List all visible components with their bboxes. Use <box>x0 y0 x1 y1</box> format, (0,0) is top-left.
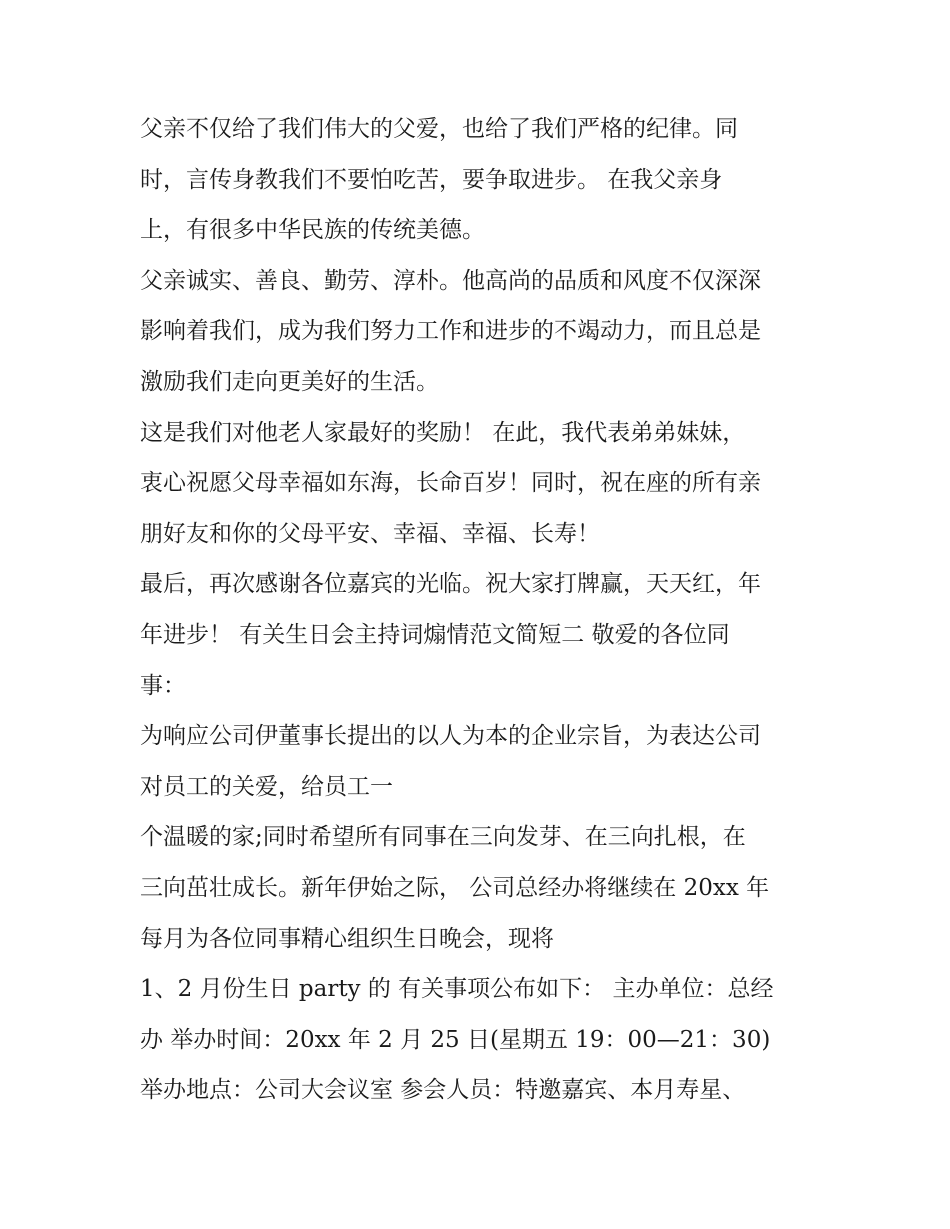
text-line: 为响应公司伊董事长提出的以人为本的企业宗旨，为表达公司 <box>140 723 761 750</box>
text-line: 衷心祝愿父母幸福如东海，长命百岁！同时，祝在座的所有亲 <box>140 470 761 497</box>
text-line: 激励我们走向更美好的生活。 <box>140 368 439 395</box>
text-line: 父亲诚实、善良、勤劳、淳朴。他高尚的品质和风度不仅深深 <box>140 267 761 294</box>
text-line: 最后，再次感谢各位嘉宾的光临。祝大家打牌赢，天天红，年 <box>140 571 761 598</box>
text-line: 对员工的关爱，给员工一 <box>140 773 393 800</box>
text-line: 上，有很多中华民族的传统美德。 <box>140 217 485 244</box>
text-line: 父亲不仅给了我们伟大的父爱，也给了我们严格的纪律。同 <box>140 116 738 142</box>
text-line: 时，言传身教我们不要怕吃苦，要争取进步。 在我父亲身 <box>140 166 723 193</box>
text-line: 事： <box>140 672 186 699</box>
text-line: 个温暖的家;同时希望所有同事在三向发芽、在三向扎根，在 <box>140 824 746 851</box>
document-body <box>140 104 820 1116</box>
text-line: 1、2 月份生日 party 的 有关事项公布如下： 主办单位：总经 <box>140 976 774 1003</box>
text-line: 三向茁壮成长。新年伊始之际， 公司总经办将继续在 20xx 年 <box>140 874 770 901</box>
text-line: 这是我们对他老人家最好的奖励！ 在此，我代表弟弟妹妹， <box>140 419 746 446</box>
text-line: 影响着我们，成为我们努力工作和进步的不竭动力，而且总是 <box>140 318 761 345</box>
text-line: 举办地点：公司大会议室 参会人员：特邀嘉宾、本月寿星、 <box>140 1077 746 1104</box>
text-line: 朋好友和你的父母平安、幸福、幸福、长寿！ <box>140 520 600 547</box>
text-line: 办 举办时间：20xx 年 2 月 25 日(星期五 19：00—21：30) <box>140 1026 771 1053</box>
text-line: 每月为各位同事精心组织生日晚会，现将 <box>140 925 554 952</box>
text-line: 年进步！ 有关生日会主持词煽情范文简短二 敬爱的各位同 <box>140 621 730 648</box>
